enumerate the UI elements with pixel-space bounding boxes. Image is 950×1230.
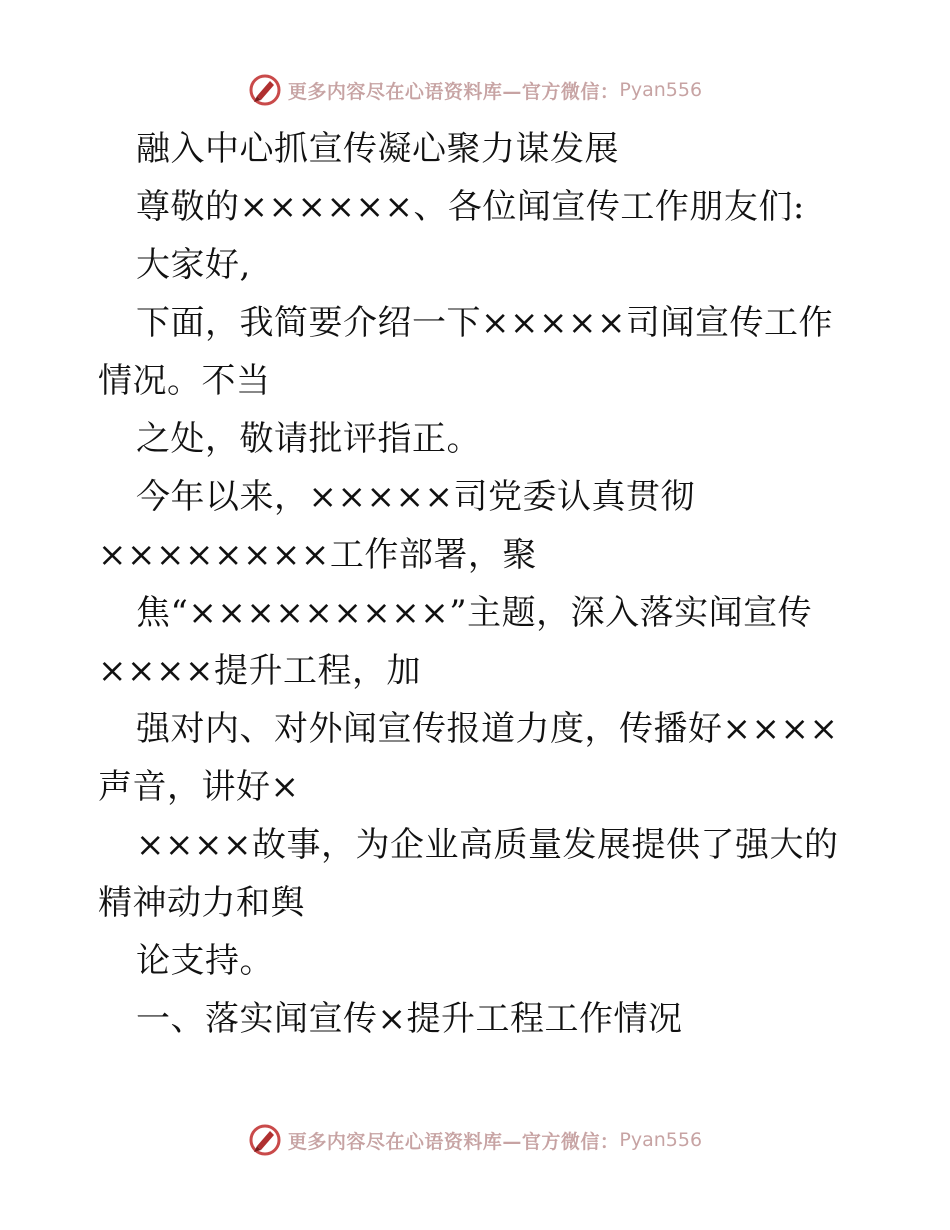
text-line: ××××故事，为企业高质量发展提供了强大的 bbox=[136, 825, 839, 865]
text-line: 情况。不当 bbox=[98, 361, 271, 401]
text-line: 论支持。 bbox=[136, 941, 274, 981]
watermark-wechat-id: Pyan556 bbox=[619, 1129, 703, 1151]
watermark-text: 更多内容尽在心语资料库—官方微信： bbox=[287, 80, 620, 103]
greeting-line: 大家好, bbox=[136, 245, 251, 285]
text-line: 精神动力和舆 bbox=[98, 883, 305, 923]
text-line: 下面，我简要介绍一下×××××司闻宣传工作 bbox=[136, 303, 833, 343]
document-body bbox=[98, 120, 858, 1048]
text-line: ××××提升工程，加 bbox=[98, 651, 421, 691]
logo-icon bbox=[248, 73, 282, 107]
footer-watermark bbox=[0, 1120, 950, 1160]
salutation-line: 尊敬的××××××、各位闻宣传工作朋友们: bbox=[136, 187, 805, 227]
text-line: 强对内、对外闻宣传报道力度，传播好×××× bbox=[136, 709, 839, 749]
document-title: 融入中心抓宣传凝心聚力谋发展 bbox=[136, 129, 619, 169]
watermark-wechat-id: Pyan556 bbox=[619, 79, 703, 101]
text-line: 焦“×××××××××”主题，深入落实闻宣传 bbox=[136, 593, 813, 633]
text-line: ××××××××工作部署，聚 bbox=[98, 535, 537, 575]
header-watermark bbox=[0, 70, 950, 110]
text-line: 声音，讲好× bbox=[98, 767, 300, 807]
logo-icon bbox=[248, 1123, 282, 1157]
section-heading: 一、落实闻宣传×提升工程工作情况 bbox=[136, 999, 683, 1039]
text-line: 今年以来，×××××司党委认真贯彻 bbox=[136, 477, 695, 517]
watermark-text: 更多内容尽在心语资料库—官方微信： bbox=[287, 1130, 620, 1153]
text-line: 之处，敬请批评指正。 bbox=[136, 419, 481, 459]
